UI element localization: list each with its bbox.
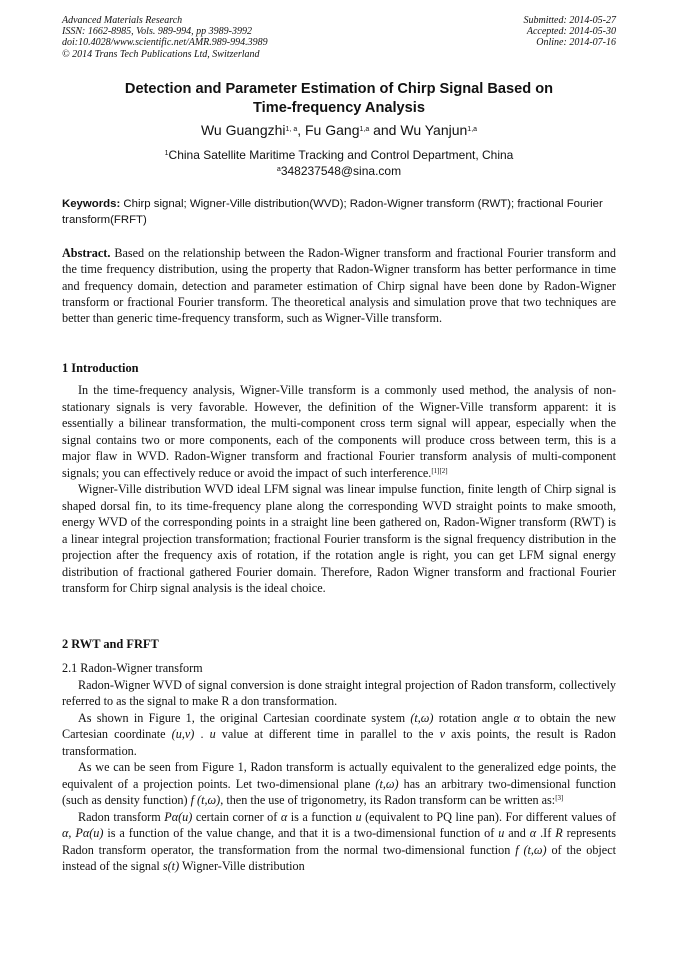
section-1-body: [62, 382, 616, 597]
affiliation-sup: 1: [164, 150, 169, 157]
p4-text-b: certain corner of: [192, 809, 281, 824]
math-s-t: s(t): [162, 859, 180, 873]
subsection-2-1-heading: 2.1 Radon-Wigner transform: [62, 661, 203, 675]
p2-text-e: value at different time in parallel to the: [215, 727, 440, 741]
math-u-2: u: [355, 809, 362, 824]
p4-text-d: (equivalent to PQ line pan). For different values of: [361, 809, 617, 824]
p2-text-a: As shown in Figure 1, the original Cartesian coordinate system: [78, 710, 411, 725]
abstract: [62, 245, 616, 326]
math-alpha: α: [513, 710, 520, 725]
journal-name: Advanced Materials Research: [62, 15, 183, 26]
keywords-label: Keywords:: [62, 198, 124, 210]
section-2-body: [62, 660, 616, 875]
issn-line: ISSN: 1662-8985, Vols. 989-994, pp 3989-3992: [62, 26, 252, 38]
section-1-paragraph-2: Wigner-Ville distribution WVD ideal LFM signal was linear impulse function, finite length of Chirp signal is shaped dorsal fin, to its time-frequency plane along the corresponding WVD straight points to make smooth, energy WVD of the corresponding points in a straight line been gathered on, Radon-Wigner transform (RWT) is a linear integral projection transformation; fractional Fourier transform is the signal frequency distribution in the projection after the frequency axis of rotation, if the rotation angle is right, you can get LFM signal energy distribution of fractional gathered Fourier domain. Therefore, Radon Wigner transform and fractional Fourier transform for Chirp signal analysis is the ideal choice.: [62, 482, 616, 595]
author-1: Wu Guangzhi: [200, 122, 286, 138]
affiliation-org: China Satellite Maritime Tracking and Control Department, China: [168, 148, 514, 162]
math-f-t-omega: f (t,ω): [190, 793, 221, 807]
email-line: [62, 163, 616, 179]
p4-text-i: represents Radon transform operator, the transformation from the normal two-dimensional function: [62, 826, 617, 857]
section-2-paragraph-3: [62, 759, 616, 809]
p4-text-a: Radon transform: [78, 809, 165, 824]
math-t-omega-2: (t,ω): [375, 776, 399, 791]
math-p-alpha-u-2: Pα(u): [75, 826, 104, 840]
affiliation-line: [62, 147, 616, 163]
email-sup: a: [276, 166, 281, 173]
affiliation-block: [62, 147, 616, 179]
author-list: [62, 121, 616, 139]
p4-text-c: is a function: [287, 809, 356, 824]
section-2-paragraph-4: [62, 809, 616, 875]
header-left: [62, 15, 268, 60]
section-2-paragraph-1: Radon-Wigner WVD of signal conversion is done straight integral projection of Radon transform, collectively referred to as the signal to make R a don transformation.: [62, 677, 616, 708]
author-2: Fu Gang: [305, 122, 360, 138]
citation-3: [3]: [555, 794, 564, 802]
p3-text-a: As we can be seen from Figure 1, Radon transform is actually equivalent to the generalized edge points, the equivalent of a projection points. Let two-dimensional plane: [62, 760, 616, 791]
keywords: [62, 197, 618, 228]
author-2-affil: 1,a: [359, 126, 370, 133]
keywords-text: Chirp signal; Wigner-Ville distribution(WVD); Radon-Wigner transform (RWT); fractional Fourier transform(FRFT): [62, 198, 603, 226]
accepted-date: Accepted: 2014-05-30: [526, 26, 616, 38]
math-p-alpha-u: Pα(u): [164, 809, 193, 824]
copyright-line: © 2014 Trans Tech Publications Ltd, Switzerland: [62, 48, 260, 60]
author-3-affil: 1,a: [467, 126, 478, 133]
author-3: Wu Yanjun: [400, 122, 468, 138]
title-line-1: Detection and Parameter Estimation of Chirp Signal Based on: [124, 81, 554, 97]
author-sep-1: ,: [297, 122, 305, 138]
math-alpha-2: α: [280, 809, 288, 824]
math-t-omega: (t,ω): [410, 710, 434, 725]
math-alpha-3: α: [62, 826, 69, 840]
p4-text-h: .If: [536, 826, 556, 840]
math-f-t-omega-2: f (t,ω): [515, 842, 547, 857]
p3-text-c: , then the use of trigonometry, its Radon transform can be written as:: [220, 793, 556, 807]
p4-text-e: ,: [68, 826, 76, 840]
title-line-2: Time-frequency Analysis: [253, 100, 425, 116]
p4-text-f: is a function of the value change, and that it is a two-dimensional function of: [103, 826, 499, 840]
section-1-heading: 1 Introduction: [62, 361, 139, 375]
p4-text-j: of the object instead of the signal: [62, 842, 616, 873]
p4-text-g: and: [504, 826, 530, 840]
section-2-paragraph-2: [62, 710, 616, 760]
math-u-3: u: [498, 826, 505, 840]
doi-line: doi:10.4028/www.scientific.net/AMR.989-994.3989: [62, 37, 268, 49]
p2-text-b: rotation angle: [433, 710, 514, 725]
p2-text-c: to obtain the new Cartesian coordinate: [62, 710, 616, 741]
author-1-affil: 1, a: [285, 126, 298, 133]
p4-text-k: Wigner-Ville distribution: [179, 859, 305, 873]
math-r: R: [555, 826, 563, 840]
math-u: u: [209, 727, 216, 741]
p2-text-f: axis points, the result is Radon transformation.: [62, 727, 616, 758]
section-1-paragraph-1: [62, 382, 616, 481]
citation-1-2: [1][2]: [431, 466, 448, 475]
abstract-text: Based on the relationship between the Radon-Wigner transform and fractional Fourier transform and the time frequency distribution, using the property that Radon-Wigner transform has better performance in time and frequency domain, detection and parameter estimation of Chirp signal have been done by Radon-Wigner transform or fractional Fourier transform. The theoretical analysis and simulation prove that two techniques are better than generic time-frequency transform, such as Wigner-Ville transform.: [62, 246, 616, 326]
header-right: [524, 15, 617, 49]
online-date: Online: 2014-07-16: [536, 37, 616, 49]
paper-title: [62, 80, 616, 118]
p3-text-b: has an arbitrary two-dimensional function (such as density function): [62, 776, 616, 807]
math-alpha-4: α: [529, 826, 537, 840]
p2-text-d: .: [194, 727, 210, 741]
math-u-v: (u,v): [171, 727, 195, 741]
submitted-date: Submitted: 2014-05-27: [523, 15, 616, 26]
abstract-label: Abstract.: [62, 246, 115, 260]
author-sep-2: and: [369, 122, 401, 138]
section-2-heading: 2 RWT and FRFT: [62, 637, 159, 651]
math-v: v: [439, 727, 445, 741]
section-1-p1-text: In the time-frequency analysis, Wigner-Ville transform is a commonly used method, the analysis of non-stationary signals is very favorable. However, the definition of the Wigner-Ville transform apparent: it is essentially a bilinear transformation, the multi-component cross term signal will appear, especially when the signal contains two or more components, each of the components will produce cross between term, this is a major flaw in WVD. Radon-Wigner transform and fractional Fourier transform analysis of multi-component signals; you can effectively reduce or avoid the impact of such interference.: [62, 383, 616, 480]
author-email: 348237548@sina.com: [280, 164, 402, 178]
